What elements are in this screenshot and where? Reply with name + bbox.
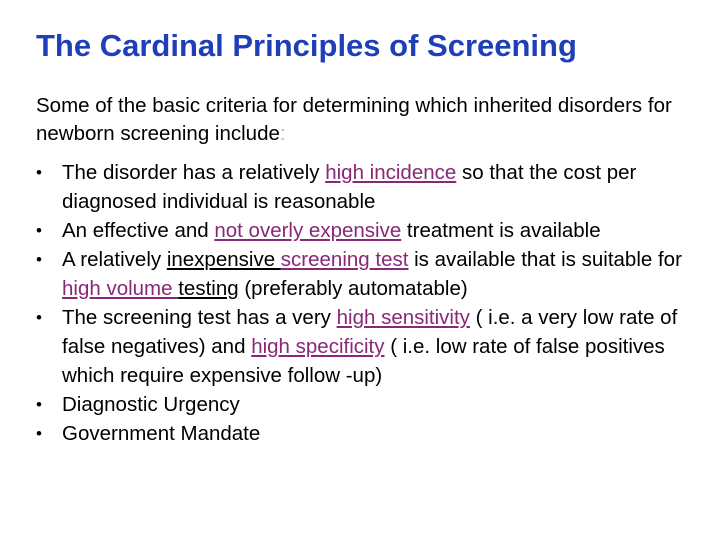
criteria-item-incidence	[36, 158, 686, 216]
bullet-icon: •	[36, 250, 42, 269]
intro-text: Some of the basic criteria for determining which inherited disorders for newborn screening include	[36, 94, 672, 145]
highlight-high-incidence: high incidence	[325, 161, 457, 184]
criteria-text: A relatively	[62, 248, 167, 271]
underlined-inexpensive: inexpensive	[166, 248, 281, 271]
criteria-item-diagnostic-urgency	[36, 390, 686, 419]
highlight-high-volume: high volume	[62, 277, 179, 300]
intro-paragraph	[36, 92, 686, 148]
criteria-text: An effective and	[62, 219, 215, 242]
criteria-text: Government Mandate	[62, 422, 261, 445]
bullet-icon: •	[36, 395, 42, 414]
criteria-text: Diagnostic Urgency	[62, 393, 240, 416]
criteria-item-sensitivity-specificity	[36, 303, 686, 390]
criteria-text: ( i.e. low rate of false positives which require expensive follow -up)	[62, 335, 665, 387]
bullet-icon: •	[36, 221, 42, 240]
criteria-text: The screening test has a very	[62, 306, 337, 329]
criteria-text: so that the cost per diagnosed individual is reasonable	[62, 161, 637, 213]
slide-title: The Cardinal Principles of Screening	[36, 28, 577, 63]
criteria-text: is available that is suitable for	[408, 248, 682, 271]
criteria-item-treatment	[36, 216, 686, 245]
criteria-item-government-mandate	[36, 419, 686, 448]
highlight-screening-test: screening test	[280, 248, 409, 271]
highlight-high-specificity: high specificity	[251, 335, 385, 358]
bullet-icon: •	[36, 308, 42, 327]
criteria-text: The disorder has a relatively	[62, 161, 326, 184]
criteria-item-screening-test	[36, 245, 686, 303]
underlined-testing: testing	[178, 277, 239, 300]
criteria-list	[36, 158, 686, 448]
highlight-high-sensitivity: high sensitivity	[336, 306, 470, 329]
highlight-not-overly-expensive: not overly expensive	[214, 219, 402, 242]
intro-colon: :	[279, 122, 286, 145]
bullet-icon: •	[36, 424, 42, 443]
criteria-text: ( i.e. a very low rate of false negatives) and	[62, 306, 678, 358]
bullet-icon: •	[36, 163, 42, 182]
criteria-text: (preferably automatable)	[238, 277, 468, 300]
criteria-text: treatment is available	[401, 219, 601, 242]
